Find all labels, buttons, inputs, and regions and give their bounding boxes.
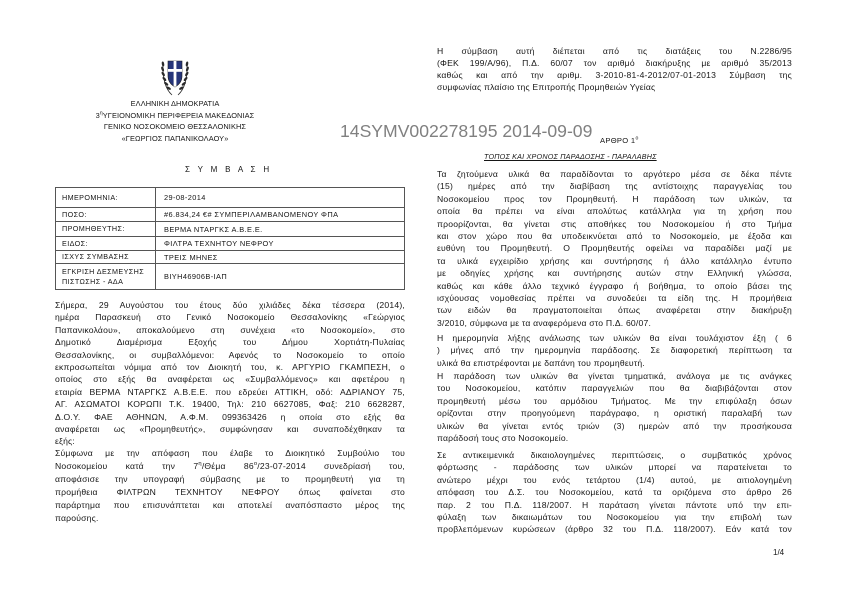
preamble-paragraph-line [55,336,405,348]
table-row [56,251,404,264]
delivery-paragraph-line [437,230,792,242]
text-segment: απόφαση του Δ.Σ. του Νοσοκομείου, κατά τα οριζόμενα στο άρθρο 26 [437,487,792,498]
table-row [56,208,404,222]
text-segment: /Θέμα 86 [201,461,254,471]
board-decision-paragraph-line [55,473,405,486]
text-segment: τα υλικά εγχειρίδιο χρήσης και συντήρησης ή άλλο κατάλληλο έντυπο [437,255,792,266]
text-segment: προμηθευτή μέσω του αρμόδιου Τμήματος. Με την επιφύλαξη όσων [437,395,792,406]
text-segment: «ΓΕΩΡΓΙΟΣ ΠΑΠΑΝΙΚΟΛΑΟΥ» [121,134,229,144]
document-type-title: Σ Υ Μ Β Α Σ Η [185,165,272,174]
partial-delivery-paragraph [437,370,792,444]
preamble-paragraph-line [55,435,405,447]
table-row [56,264,404,289]
text-segment: ευθύνη του Προμηθευτή. Ο Προμηθευτής οφείλει να παραδίδει μαζί με [437,243,792,254]
text-segment: ημέρα Παρασκευή στο Γενικό Νοσοκομείο Θεσσαλονίκης «Γεώργιος [55,312,405,323]
text-segment: του Νοσοκομείου, κατόπιν παραγγελιών που θα διαβιβάζονται στον [437,383,792,394]
preamble-paragraph-line [55,373,405,385]
board-decision-paragraph-line [55,460,405,473]
text-segment: ανώτερο μέχρι του ενός τετάρτου (1/4) αυτού, με αιτιολογημένη [437,474,792,485]
legal-framework-paragraph-line [437,81,792,93]
issuer-header [55,98,295,145]
text-segment: Δ.Ο.Υ. ΦΑΕ ΑΘΗΝΩΝ, Α.Φ.Μ. 099363426 η οποία στο εξής θα [55,411,405,422]
extension-paragraph-line [437,449,792,461]
text-segment: των ειδών θα πραγματοποιείται όπως αναφέρεται στην διακήρυξη [437,305,792,316]
delivery-paragraph-line [437,267,792,279]
board-decision-paragraph [55,447,405,525]
row-label: ΙΣΧΥΣ ΣΥΜΒΑΣΗΣ [56,251,156,263]
issuer-header-line [55,121,295,133]
text-segment: εξής: [55,436,75,447]
text-segment: /23-07-2014 συνεδρίασή του, [257,461,405,471]
extension-paragraph-line [437,486,792,498]
superscript: η [99,110,103,117]
row-label-line: ΠΙΣΤΩΣΗΣ - ΑΔΑ [62,276,124,286]
delivery-paragraph-line [437,193,792,205]
partial-delivery-paragraph-line [437,370,792,382]
row-value: ΤΡΕΙΣ ΜΗΝΕΣ [164,252,218,262]
legal-framework-paragraph [437,45,792,93]
text-segment: 3/2010, σύμφωνα με τα αναφερόμενα στο Π.Δ. 60/07. [437,317,652,328]
article-label [600,136,639,146]
text-segment: Νοσοκομείου κατά την 7 [55,461,199,471]
legal-framework-paragraph-line [437,45,792,57]
row-value: ΒΙΥΗ46906Β-ΙΑΠ [164,272,228,281]
row-label: ΠΟΣΟ: [56,208,156,221]
page-number: 1/4 [773,548,785,557]
text-segment: αναφέρεται ως «Προμηθευτής», συμφώνησαν και συναποδέχθηκαν τα [55,424,405,435]
text-segment: ΓΕΝΙΚΟ ΝΟΣΟΚΟΜΕΙΟ ΘΕΣΣΑΛΟΝΙΚΗΣ [103,122,247,132]
partial-delivery-paragraph-line [437,395,792,407]
delivery-paragraph-line [437,168,792,180]
row-label: ΕΙΔΟΣ: [56,237,156,250]
preamble-paragraph-line [55,361,405,373]
legal-framework-paragraph-line [437,57,792,69]
text-segment: Σύμφωνα με την απόφαση που έλαβε το Διοικητικό Συμβούλιο του [55,448,405,458]
superscript: ο [635,135,639,142]
superscript: ο [253,461,258,468]
issuer-header-line [55,98,295,110]
text-segment: (ΦΕΚ 199/Α/96), Π.Δ. 60/07 τον αριθμό διακήρυξης με αριθμό 35/2013 [437,58,792,68]
text-segment: προβλεπόμενων κυρώσεων (άρθρο 32 του Π.Δ. 118/2007). Εάν κατά τον [437,524,792,535]
board-decision-paragraph-line [55,499,405,512]
text-segment: ΕΛΛΗΝΙΚΗ ΔΗΜΟΚΡΑΤΙΑ [130,99,220,108]
text-segment: Σε αντικειμενικά δικαιολογημένες περιπτώσεις, ο συμβατικός χρόνος [437,450,792,460]
text-segment: εκπροσωπείται νόμιμα από τον Διοικητή του, κ. ΑΡΓΥΡΙΟ ΓΚΑΜΠΕΣΗ, ο [55,362,405,373]
registry-number-stamp: 14SYMV002278195 2014-09-09 [340,121,593,141]
expiry-paragraph-line [437,357,792,369]
text-segment: υλικά θα επιστρέφονται με δαπάνη του προμηθευτή. [437,357,645,368]
delivery-paragraph-line [437,280,792,292]
coat-of-arms-icon [158,52,192,98]
text-segment: προορίζονται, θα γίνεται στις αποθήκες του Νοσοκομείου ή στο Τμήμα [437,218,792,229]
board-decision-paragraph-line [55,447,405,460]
board-decision-paragraph-line [55,512,405,525]
text-segment: καθώς και κάθε άλλο τεχνικό έγγραφο ή βοήθημα, το οποίο βάσει της [437,280,792,291]
expiry-paragraph-line [437,344,792,356]
superscript: η [198,461,202,468]
text-segment: Η σύμβαση αυτή διέπεται από τις διατάξεις του Ν.2286/95 [437,46,792,56]
text-segment: Η ημερομηνία λήξης ανάλωσης των υλικών θα είναι τουλάχιστον έξη ( 6 [437,333,792,343]
text-segment: εταιρία ΒΕΡΜΑ ΝΤΑΡΓΚΣ Α.Β.Ε.Ε. που εδρεύει ΑΤΤΙΚΗ, οδό: ΑΔΡΙΑΝΟΥ 75, [55,386,405,397]
row-value: ΒΕΡΜΑ ΝΤΑΡΓΚΣ Α.Β.Ε.Ε. [164,224,263,234]
preamble-paragraph-line [55,299,405,311]
text-segment: οποίος στο εξής θα αναφέρεται ως «Συμβαλλόμενος» και αφετέρου η [55,374,405,385]
preamble-paragraph-line [55,349,405,361]
extension-paragraph-line [437,511,792,523]
text-segment: Τα ζητούμενα υλικά θα παραδίδονται το αργότερο μέσα σε δέκα πέντε [437,169,792,179]
preamble-paragraph-line [55,386,405,398]
row-value: 29-08-2014 [164,193,206,202]
delivery-paragraph-line [437,255,792,267]
article-label-line [600,136,639,146]
text-segment: ) μήνες από την ημερομηνία παράδοσης. Σε διαφορετική περίπτωση τα [437,345,792,356]
legal-framework-paragraph-line [437,69,792,81]
row-value: ΦΙΛΤΡΑ ΤΕΧΝΗΤΟΥ ΝΕΦΡΟΥ [164,239,274,248]
row-label: ΗΜΕΡΟΜΗΝΙΑ: [56,188,156,207]
extension-paragraph-line [437,499,792,511]
delivery-paragraph-line [437,304,792,316]
text-segment: Νοσοκομείου προς τον Προμηθευτή. Η παράδοση των υλικών, τα [437,193,792,204]
text-segment: με οδηγίες χρήσης και συντήρησης αυτών στην Ελληνική γλώσσα, [437,268,792,279]
text-segment: παρ. 2 του Π.Δ. 118/2007. Η παράταση γίνεται πάντοτε υπό την επι- [437,499,792,510]
text-segment: παρούσης. [55,513,99,523]
text-segment: Θεσσαλονίκης, οι συμβαλλόμενοι: Αφενός το Νοσοκομείο το οποίο [55,349,405,360]
contract-summary-table [55,187,405,290]
delivery-paragraph-line [437,180,792,192]
delivery-paragraph [437,168,792,329]
extension-paragraph [437,449,792,536]
row-value: #6.834,24 €# ΣΥΜΠΕΡΙΛΑΜΒΑΝΟΜΕΝΟΥ ΦΠΑ [164,210,339,219]
text-segment: φόρτωσης - παράδοσης των υλικών μπορεί να παρατείνεται το [437,462,792,473]
text-segment: καθώς και από την αριθμ. 3-2010-81-4-2012/07-01-2013 Σύμβαση της [437,70,792,80]
issuer-header-line [55,110,295,122]
text-segment: Παπανικολάου», αποκαλούμενο στη συνέχεια «το Νοσοκομείο», στο [55,324,405,335]
text-segment: οποία θα πρέπει να είναι απολύτως κατάλληλα για τη χρήση που [437,206,792,217]
text-segment: συμφωνίας πλαίσιο της Επιτροπής Προμηθειών Υγείας [437,82,656,92]
delivery-paragraph-line [437,218,792,230]
expiry-paragraph [437,332,792,369]
preamble-paragraph-line [55,324,405,336]
partial-delivery-paragraph-line [437,382,792,394]
row-label: ΠΡΟΜΗΘΕΥΤΗΣ: [56,222,156,236]
text-segment: (15) ημέρες από την διαβίβαση της αντίστοιχης παραγγελίας του [437,181,792,192]
text-segment: παράρτημα που επισυνάπτεται και αποτελεί αναπόσπαστο μέρος της [55,500,405,510]
preamble-paragraph-line [55,398,405,410]
text-segment: ΑΓ. ΑΣΩΜΑΤΟΙ ΚΟΡΩΠΙ Τ.Κ. 19400, Τηλ: 210 6627085, Φαξ: 210 6628287, [55,399,405,410]
text-segment: και στον χώρο που θα υποδεικνύεται από το Νοσοκομείο, με έξοδα και [437,231,792,242]
table-row [56,237,404,251]
text-segment: 3 [95,110,100,120]
text-segment: αποφάσισε την υπογραφή σύμβασης με το προμηθευτή για τη [55,474,405,484]
text-segment: ΑΡΘΡΟ 1 [600,136,636,145]
partial-delivery-paragraph-line [437,420,792,432]
preamble-paragraph-line [55,311,405,323]
delivery-paragraph-line [437,292,792,304]
extension-paragraph-line [437,523,792,535]
article-title: ΤΟΠΟΣ ΚΑΙ ΧΡΟΝΟΣ ΠΑΡΑΔΟΣΗΣ - ΠΑΡΑΛΑΒΗΣ [484,152,657,161]
text-segment: υλικών θα γίνεται εντός τριών (3) ημερών από την προσήκουσα [437,420,792,431]
extension-paragraph-line [437,461,792,473]
text-segment: Η παράδοση των υλικών θα γίνεται τμηματικά, ανάλογα με τις ανάγκες [437,371,792,381]
extension-paragraph-line [437,474,792,486]
table-row [56,188,404,208]
text-segment: παράδοσή τους στο Νοσοκομείο. [437,433,569,444]
delivery-paragraph-line [437,205,792,217]
text-segment: ορίζονται στην προηγούμενη παράγραφο, η οριστική παραλαβή των [437,408,792,419]
table-row [56,222,404,237]
partial-delivery-paragraph-line [437,432,792,444]
text-segment: φύλαξη των δικαιωμάτων του Νοσοκομείου για την επιβολή των [437,512,792,523]
text-segment: ΥΓΕΙΟΝΟΜΙΚΗ ΠΕΡΙΦΕΡΕΙΑ ΜΑΚΕΔΟΝΙΑΣ [102,110,255,120]
delivery-paragraph-line [437,317,792,329]
text-segment: ισχύουσας νομοθεσίας πρέπει να συνοδεύει τα είδη της. Η προμήθεια [437,293,792,304]
delivery-paragraph-line [437,242,792,254]
text-segment: προμήθεια ΦΙΛΤΡΩΝ ΤΕΧΝΗΤΟΥ ΝΕΦΡΟΥ όπως φαίνεται στο [55,487,405,497]
expiry-paragraph-line [437,332,792,344]
row-label-line: ΕΓΚΡΙΣΗ ΔΕΣΜΕΥΣΗΣ [62,266,145,276]
issuer-header-line [55,133,295,145]
board-decision-paragraph-line [55,486,405,499]
preamble-paragraph [55,299,405,448]
preamble-paragraph-line [55,411,405,423]
text-segment: Δημοτικό Διαμέρισμα Εξοχής του Δήμου Χορτιάτη-Πυλαίας [55,337,405,348]
text-segment: Σήμερα, 29 Αυγούστου του έτους δύο χιλιάδες δέκα τέσσερα (2014), [55,300,405,310]
row-label [56,264,156,289]
partial-delivery-paragraph-line [437,407,792,419]
preamble-paragraph-line [55,423,405,435]
